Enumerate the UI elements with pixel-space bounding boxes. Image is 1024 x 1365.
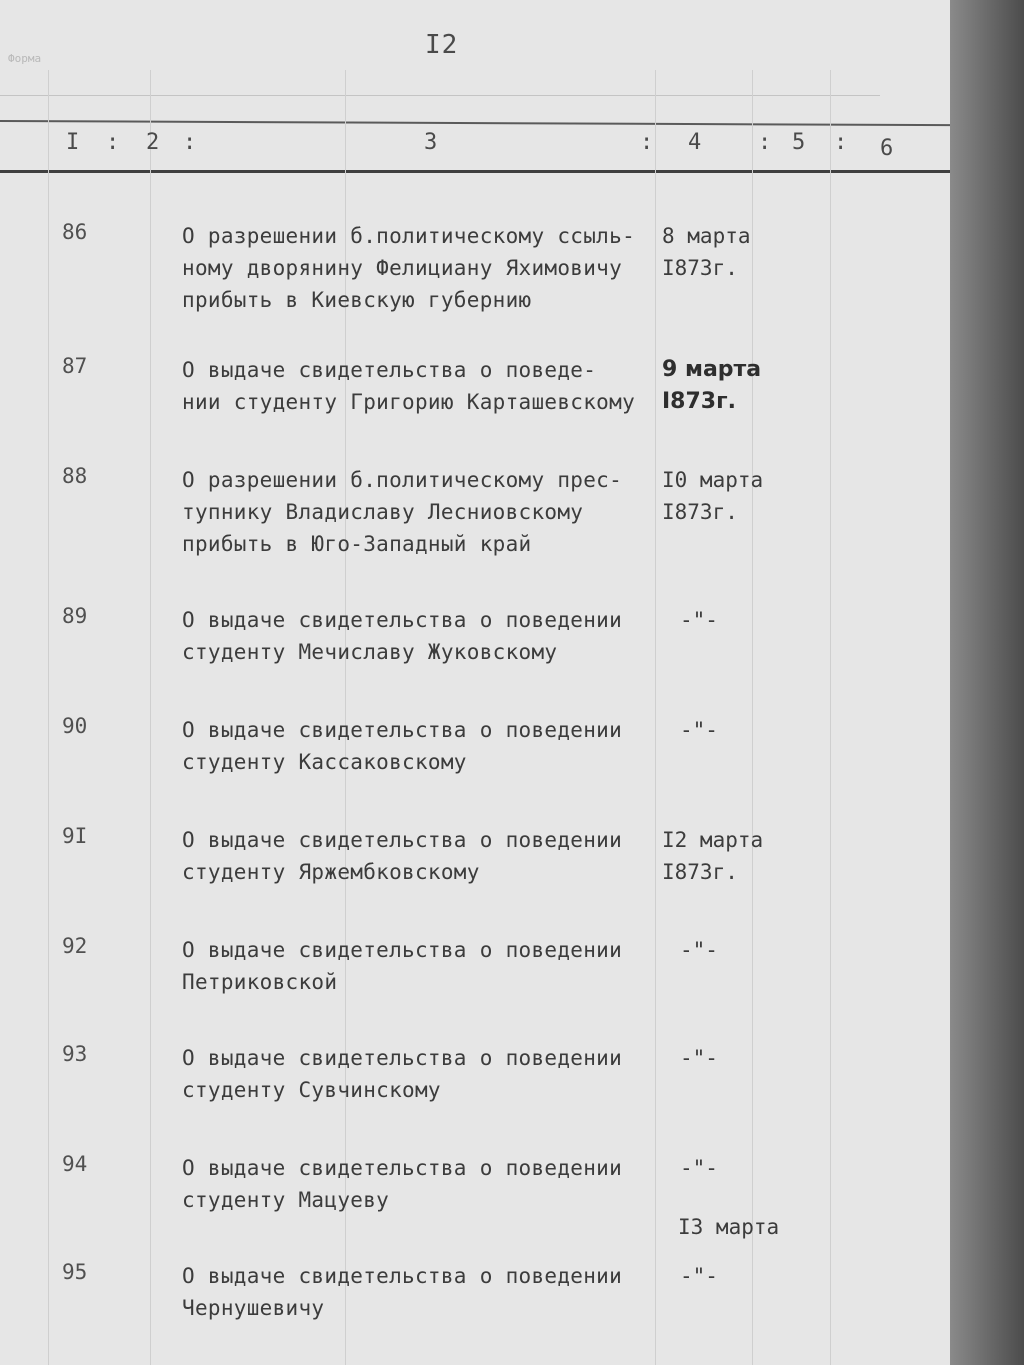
column-divider [150,70,151,1365]
entry-number: 93 [62,1042,88,1066]
column-header-row [0,130,950,166]
entry-date-ditto: -"- [680,1156,718,1180]
entry-date-loose: I3 марта [678,1215,780,1239]
column-header: 3 [424,130,438,155]
entry-subject: О разрешении б.политическому ссыль- ному дворянину Фелициану Яхимовичу прибыть в Киевскую губернию [182,224,636,312]
column-header: 5 [792,130,806,155]
entry-subject: О выдаче свидетельства о поведении Чернушевичу [182,1264,623,1320]
column-divider [830,70,831,1365]
page-edge-shadow [950,0,1024,1365]
column-separator: : [834,130,848,155]
entry-date-ditto: -"- [680,938,718,962]
entry-subject: О выдаче свидетельства о поведении студенту Мацуеву [182,1156,623,1212]
entry-number: 87 [62,354,88,378]
entry-number: 95 [62,1260,88,1284]
entry-date: 8 марта I873г. [662,224,751,280]
entry-subject: О выдаче свидетельства о поведении студенту Кассаковскому [182,718,623,774]
form-label: Форма [8,52,42,65]
entry-date-ditto: -"- [680,1046,718,1070]
entry-date: I0 марта I873г. [662,468,764,524]
faint-rule [0,95,880,96]
column-header: 2 [146,130,160,155]
page-number: I2 [425,30,459,60]
entry-number: 86 [62,220,88,244]
entry-subject: О выдаче свидетельства о поведении студенту Яржембковскому [182,828,623,884]
entry-subject: О выдаче свидетельства о поведении студенту Мечиславу Жуковскому [182,608,623,664]
entry-subject: О выдаче свидетельства о поведении студенту Сувчинскому [182,1046,623,1102]
entry-number: 89 [62,604,88,628]
header-rule-top [0,120,950,126]
entry-subject: О выдаче свидетельства о поведении Петриковской [182,938,623,994]
entry-number: 88 [62,464,88,488]
column-divider [655,70,656,1365]
entry-date-ditto: -"- [680,718,718,742]
column-separator: : [183,130,197,155]
column-header: I [66,130,80,155]
entry-number: 9I [62,824,88,848]
entry-date: I2 марта I873г. [662,828,764,884]
column-separator: : [106,130,120,155]
column-separator: : [640,130,654,155]
entry-number: 94 [62,1152,88,1176]
entry-subject: О выдаче свидетельства о поведе- нии студенту Григорию Карташевскому [182,358,636,414]
entry-number: 92 [62,934,88,958]
entry-number: 90 [62,714,88,738]
column-header: 4 [688,130,702,155]
entry-date-ditto: -"- [680,608,718,632]
column-divider [48,70,49,1365]
column-separator: : [758,130,772,155]
entry-subject: О разрешении б.политическому прес- тупнику Владиславу Лесниовскому прибыть в Юго-Западный край [182,468,623,556]
column-header: 6 [880,136,894,161]
entry-date-handwritten: 9 марта I873г. [662,357,762,414]
header-rule-bottom [0,170,950,173]
entry-date-ditto: -"- [680,1264,718,1288]
